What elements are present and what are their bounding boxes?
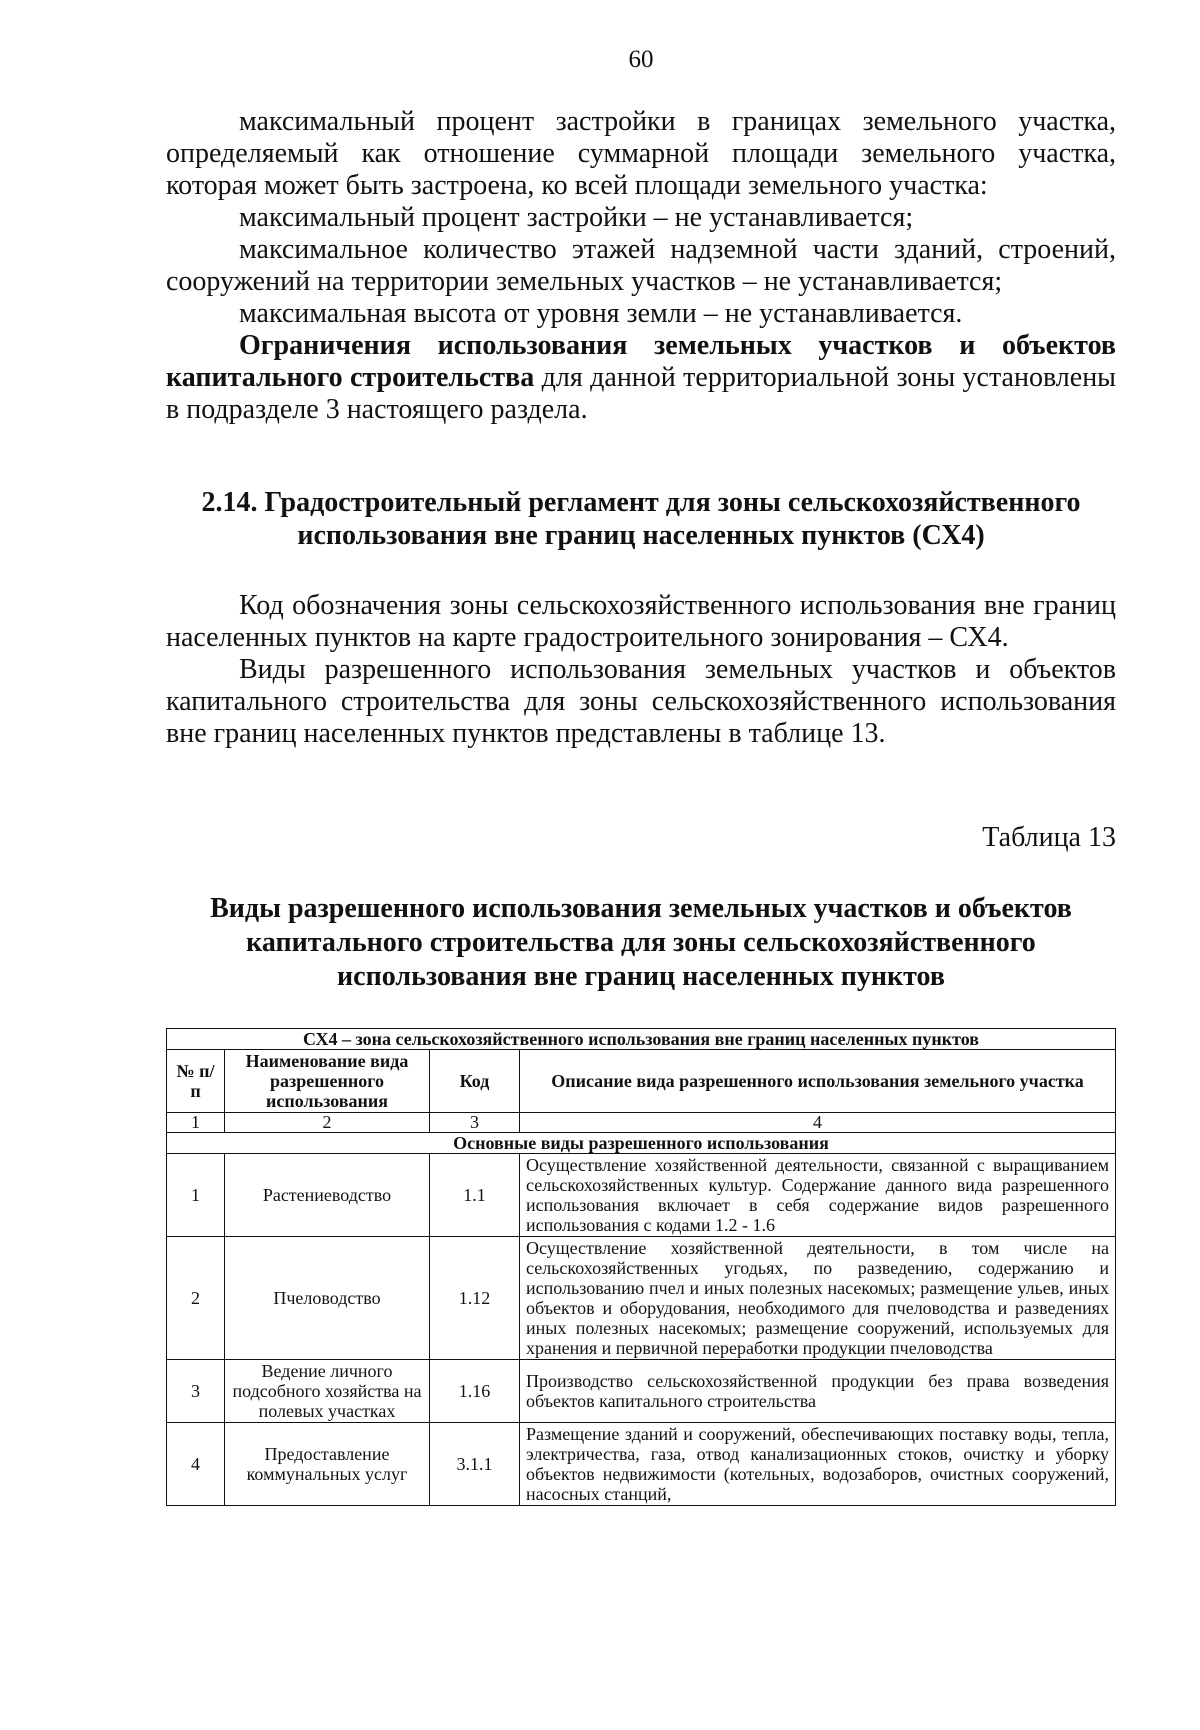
intro-paragraph-2: максимальный процент застройки – не устанавливается; (239, 202, 914, 233)
section-label-cell: Основные виды разрешенного использования (167, 1133, 1116, 1154)
row-description: Осуществление хозяйственной деятельности, связанной с выращиванием сельскохозяйственных культур. Содержание данного вида разрешенного использования включает в себя содержание видов разрешенного использования с кодами 1.2 - 1.6 (520, 1154, 1116, 1237)
row-name: Ведение личного подсобного хозяйства на полевых участках (225, 1360, 430, 1423)
row-name: Предоставление коммунальных услуг (225, 1423, 430, 1506)
row-description: Производство сельскохозяйственной продукции без права возведения объектов капитального строительства (520, 1360, 1116, 1423)
column-number-4: 4 (520, 1113, 1116, 1133)
column-number-3: 3 (430, 1113, 520, 1133)
table-section-row (167, 1133, 1116, 1154)
table-row (167, 1423, 1116, 1506)
column-number-1: 1 (167, 1113, 225, 1133)
row-num: 4 (167, 1423, 225, 1506)
section-paragraph-1: Код обозначения зоны сельскохозяйственного использования вне границ населенных пунктов на карте градостроительного зонирования – СХ4. (166, 590, 1116, 653)
table-header-row (167, 1050, 1116, 1113)
intro-block (166, 106, 1116, 426)
restriction-paragraph (166, 330, 1116, 426)
section-body (166, 590, 1116, 750)
intro-paragraph-1: максимальный процент застройки в границах земельного участка, определяемый как отношение суммарной площади земельного участка, которая может быть застроена, ко всей площади земельного участка: (166, 106, 1116, 201)
column-number-2: 2 (225, 1113, 430, 1133)
row-description: Осуществление хозяйственной деятельности, в том числе на сельскохозяйственных угодьях, по разведению, содержанию и использованию пчел и иных полезных насекомых; размещение ульев, иных объектов и оборудования, необходимого для пчеловодства и разведениях иных полезных насекомых; размещение сооружений, используемых для хранения и первичной переработки продукции пчеловодства (520, 1237, 1116, 1360)
section-heading-line-2: использования вне границ населенных пунктов (СХ4) (297, 520, 985, 551)
table-row (167, 1360, 1116, 1423)
permitted-use-table (166, 1028, 1116, 1506)
section-heading-line-1: 2.14. Градостроительный регламент для зоны сельскохозяйственного (201, 487, 1081, 518)
row-num: 2 (167, 1237, 225, 1360)
header-code: Код (430, 1050, 520, 1113)
row-code: 1.16 (430, 1360, 520, 1423)
row-num: 3 (167, 1360, 225, 1423)
row-description: Размещение зданий и сооружений, обеспечивающих поставку воды, тепла, электричества, газа, отвод канализационных стоков, очистку и уборку объектов недвижимости (котельных, водозаборов, очистных сооружений, насосных станций, (520, 1423, 1116, 1506)
table-title (166, 892, 1116, 994)
table-row (167, 1154, 1116, 1237)
row-code: 1.12 (430, 1237, 520, 1360)
table-title-line-2: капитального строительства для зоны сельскохозяйственного (246, 927, 1036, 958)
zone-header-cell: СХ4 – зона сельскохозяйственного использования вне границ населенных пунктов (167, 1029, 1116, 1050)
intro-paragraph-3: максимальное количество этажей надземной части зданий, строений, сооружений на территории земельных участков – не устанавливается; (166, 234, 1116, 297)
intro-paragraph-4: максимальная высота от уровня земли – не устанавливается. (239, 298, 963, 329)
header-description: Описание вида разрешенного использования земельного участка (520, 1050, 1116, 1113)
table-label: Таблица 13 (982, 822, 1116, 853)
table-row (167, 1237, 1116, 1360)
row-name: Растениеводство (225, 1154, 430, 1237)
row-name: Пчеловодство (225, 1237, 430, 1360)
header-num: № п/п (167, 1050, 225, 1113)
table-zone-row (167, 1029, 1116, 1050)
row-code: 1.1 (430, 1154, 520, 1237)
section-heading (166, 486, 1116, 552)
table-title-line-1: Виды разрешенного использования земельных участков и объектов (210, 893, 1072, 924)
restriction-bold-text: Ограничения использования земельных участков и объектов капитального строительства (166, 330, 1116, 393)
restriction-rest-text: для данной территориальной зоны установлены в подразделе 3 настоящего раздела. (166, 362, 1116, 425)
table-column-numbers-row (167, 1113, 1116, 1133)
table-title-line-3: использования вне границ населенных пунктов (337, 961, 945, 992)
section-paragraph-2: Виды разрешенного использования земельных участков и объектов капитального строительства для зоны сельскохозяйственного использования вне границ населенных пунктов представлены в таблице 13. (166, 654, 1116, 749)
header-name: Наименование вида разрешенного использования (225, 1050, 430, 1113)
page-number: 60 (628, 46, 654, 73)
row-num: 1 (167, 1154, 225, 1237)
row-code: 3.1.1 (430, 1423, 520, 1506)
